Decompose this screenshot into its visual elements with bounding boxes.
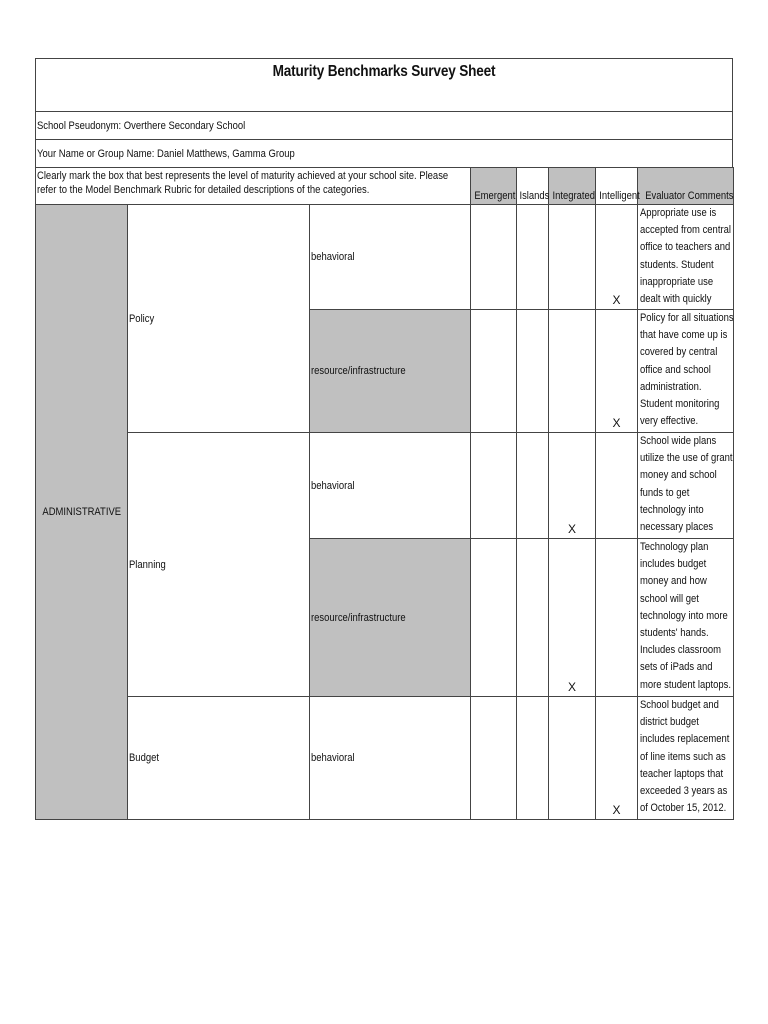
table-row	[36, 205, 734, 310]
islands-cell[interactable]	[517, 205, 549, 310]
header-integrated: Integrated	[549, 168, 596, 205]
instructions: Clearly mark the box that best represents the level of maturity achieved at your school site. Please refer to the Model Benchmark Rubric for detailed descriptions of the categories.	[36, 168, 471, 205]
integrated-cell[interactable]	[549, 310, 596, 433]
title-row	[35, 58, 733, 111]
area-budget: Budget	[128, 697, 310, 820]
comment-cell[interactable]: Policy for all situations that have come up is covered by central office and school administration. Student monitoring very effective.	[638, 310, 734, 433]
comment-cell[interactable]: Technology plan includes budget money and how school will get technology into more students' hands. Includes classroom sets of iPads and more student laptops.	[638, 539, 734, 697]
table-row	[36, 697, 734, 820]
intelligent-cell[interactable]	[596, 433, 638, 539]
emergent-cell[interactable]	[471, 433, 517, 539]
intelligent-cell[interactable]: X	[596, 697, 638, 820]
intelligent-cell[interactable]: X	[596, 310, 638, 433]
dimension-cell: behavioral	[310, 433, 471, 539]
integrated-cell[interactable]	[549, 697, 596, 820]
integrated-cell[interactable]: X	[549, 539, 596, 697]
group-name: Your Name or Group Name: Daniel Matthews, Gamma Group	[37, 147, 295, 160]
header-islands: Islands	[517, 168, 549, 205]
header-evaluator-comments: Evaluator Comments	[638, 168, 734, 205]
islands-cell[interactable]	[517, 433, 549, 539]
header-row	[36, 168, 734, 205]
integrated-cell[interactable]	[549, 205, 596, 310]
school-pseudonym: School Pseudonym: Overthere Secondary School	[37, 119, 246, 132]
islands-cell[interactable]	[517, 539, 549, 697]
comment-cell[interactable]: School budget and district budget includes replacement of line items such as teacher laptops that exceeded 3 years as of October 15, 2012.	[638, 697, 734, 820]
area-planning: Planning	[128, 433, 310, 697]
category-cell: ADMINISTRATIVE	[36, 205, 128, 820]
school-row	[35, 111, 733, 139]
dimension-cell: behavioral	[310, 697, 471, 820]
benchmark-table	[35, 167, 734, 820]
table-row	[36, 433, 734, 539]
dimension-cell: resource/infrastructure	[310, 539, 471, 697]
emergent-cell[interactable]	[471, 310, 517, 433]
sheet-title: Maturity Benchmarks Survey Sheet	[272, 63, 496, 80]
emergent-cell[interactable]	[471, 539, 517, 697]
islands-cell[interactable]	[517, 697, 549, 820]
header-intelligent: Intelligent	[596, 168, 638, 205]
header-emergent: Emergent	[471, 168, 517, 205]
survey-sheet	[35, 58, 733, 820]
comment-cell[interactable]: Appropriate use is accepted from central office to teachers and students. Student inappropriate use dealt with quickly	[638, 205, 734, 310]
dimension-cell: resource/infrastructure	[310, 310, 471, 433]
integrated-cell[interactable]: X	[549, 433, 596, 539]
intelligent-cell[interactable]	[596, 539, 638, 697]
emergent-cell[interactable]	[471, 697, 517, 820]
dimension-cell: behavioral	[310, 205, 471, 310]
area-policy: Policy	[128, 205, 310, 433]
emergent-cell[interactable]	[471, 205, 517, 310]
name-row	[35, 139, 733, 167]
intelligent-cell[interactable]: X	[596, 205, 638, 310]
comment-cell[interactable]: School wide plans utilize the use of grant money and school funds to get technology into necessary places	[638, 433, 734, 539]
islands-cell[interactable]	[517, 310, 549, 433]
